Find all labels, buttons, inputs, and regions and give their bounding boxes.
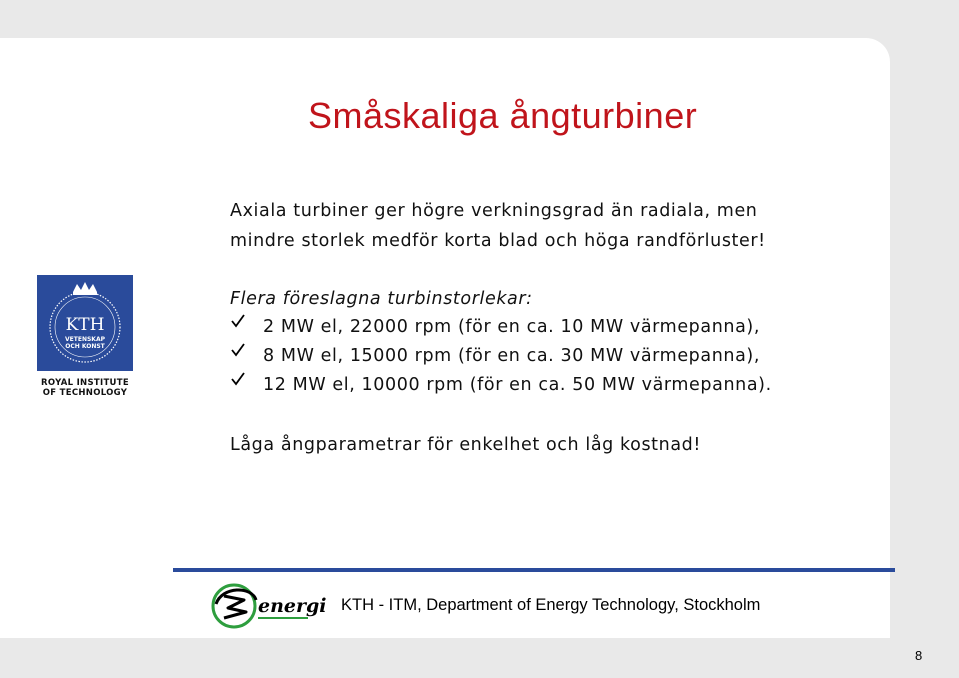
intro-line-2: mindre storlek medför korta blad och höga randförluster!: [230, 231, 766, 251]
intro-line-1: Axiala turbiner ger högre verkningsgrad än radiala, men: [230, 201, 758, 221]
list-heading: Flera föreslagna turbinstorlekar:: [230, 289, 533, 309]
list-item-text: 8 MW el, 15000 rpm (för en ca. 30 MW värmepanna),: [263, 346, 761, 366]
turbine-size-list: [230, 313, 772, 400]
intro-paragraph: [230, 196, 766, 256]
list-item-text: 12 MW el, 10000 rpm (för en ca. 50 MW värmepanna).: [263, 375, 772, 395]
footer-rule: [173, 568, 895, 572]
list-item: [230, 313, 772, 342]
checkmark-icon: [230, 342, 246, 358]
kth-caption: ROYAL INSTITUTE OF TECHNOLOGY: [41, 378, 129, 398]
list-item: [230, 342, 772, 371]
kth-logo: [37, 275, 133, 371]
page-number: 8: [915, 648, 923, 663]
kth-emblem-text: KTH: [65, 315, 105, 335]
checkmark-icon: [230, 371, 246, 387]
energi-logo-text: energi: [258, 595, 327, 617]
list-item-text: 2 MW el, 22000 rpm (för en ca. 10 MW värmepanna),: [263, 317, 761, 337]
slide-title: Småskaliga ångturbiner: [308, 95, 698, 136]
outro-paragraph: Låga ångparametrar för enkelhet och låg kostnad!: [230, 435, 701, 455]
svg-text:OCH KONST: OCH KONST: [65, 343, 105, 350]
top-gray-band: [0, 0, 959, 38]
energi-logo: [212, 582, 327, 630]
footer-text: KTH - ITM, Department of Energy Technology, Stockholm: [341, 596, 761, 614]
svg-text:VETENSKAP: VETENSKAP: [65, 336, 105, 343]
list-item: [230, 371, 772, 400]
checkmark-icon: [230, 313, 246, 329]
